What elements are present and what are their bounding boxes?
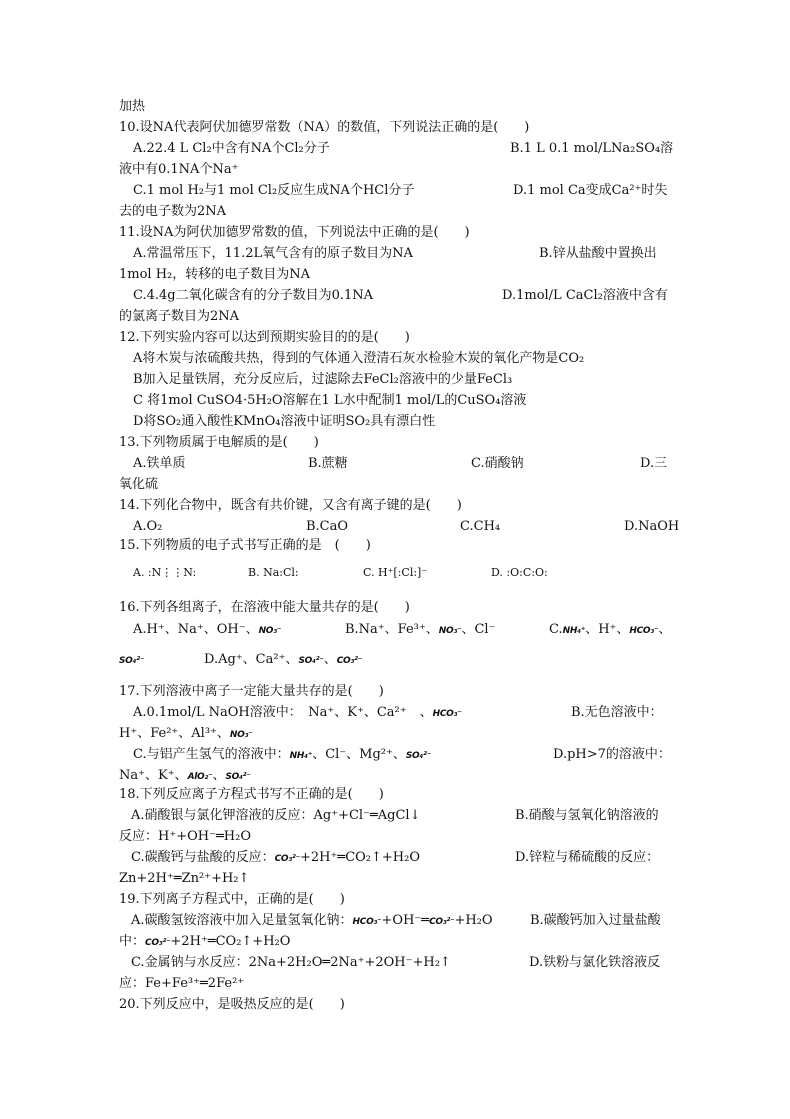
q13-option-d: D.三 bbox=[640, 456, 668, 471]
q14-option-c: C.CH₄ bbox=[460, 519, 501, 534]
question-16-stem: 16.下列各组离子，在溶液中能大量共存的是( ) bbox=[119, 600, 410, 615]
q11-option-b-cont: 1mol H₂，转移的电子数目为NA bbox=[119, 267, 311, 282]
q17-option-b-cont bbox=[119, 726, 253, 743]
q10-option-b-cont: 液中有0.1NA个Na⁺ bbox=[119, 162, 239, 177]
q17-c-ion2: SO₄²⁻ bbox=[405, 751, 432, 761]
question-13-stem: 13.下列物质属于电解质的是( ) bbox=[119, 435, 319, 450]
q17-b-ion: NO₃⁻ bbox=[229, 730, 253, 740]
q16-c-ion2: HCO₃⁻ bbox=[629, 626, 659, 636]
q16-b-ion: NO₃⁻ bbox=[438, 626, 462, 636]
q19-a-ion1: HCO₃⁻ bbox=[352, 917, 382, 927]
q19-option-b-cont bbox=[119, 934, 290, 951]
q18-c-tail: +2H⁺═CO₂↑+H₂O bbox=[300, 850, 421, 865]
question-15-stem: 15.下列物质的电子式书写正确的是 ( ) bbox=[119, 538, 371, 553]
q19-option-d-cont: 应：Fe+Fe³⁺═2Fe²⁺ bbox=[119, 976, 245, 991]
q14-option-a: A.O₂ bbox=[133, 519, 163, 534]
q17-a-text: A.0.1mol/L NaOH溶液中： Na⁺、K⁺、Ca²⁺ 、 bbox=[133, 705, 433, 720]
q16-option-d bbox=[204, 652, 362, 669]
q16-c-ion1: NH₄⁺ bbox=[562, 626, 586, 636]
q16-c-tail: 、 bbox=[658, 622, 672, 637]
question-11-stem: 11.设NA为阿伏加德罗常数的值，下列说法中正确的是( ) bbox=[119, 225, 470, 240]
q18-option-a: A.硝酸银与氯化钾溶液的反应：Ag⁺+Cl⁻═AgCl↓ bbox=[131, 808, 421, 823]
question-17-stem: 17.下列溶液中离子一定能大量共存的是( ) bbox=[119, 684, 384, 699]
question-20-stem: 20.下列反应中，是吸热反应的是( ) bbox=[119, 997, 345, 1012]
q19-b-ion: CO₃²⁻ bbox=[145, 938, 171, 948]
q16-d-text: D.Ag⁺、Ca²⁺、 bbox=[204, 652, 299, 667]
q19-option-b: B.碳酸钙加入过量盐酸 bbox=[530, 913, 661, 928]
q16-d-ion2: CO₃²⁻ bbox=[336, 656, 363, 666]
q13-option-c: C.硝酸钠 bbox=[471, 456, 524, 471]
q10-option-d: D.1 mol Ca变成Ca²⁺时失 bbox=[513, 183, 668, 198]
q16-c-text: C. bbox=[549, 622, 563, 637]
text-line: 加热 bbox=[119, 99, 146, 114]
q17-option-a bbox=[133, 705, 462, 722]
q10-option-d-cont: 去的电子数为2NA bbox=[119, 204, 227, 219]
q17-c-ion1: NH₄⁺ bbox=[289, 751, 313, 761]
q17-option-b: B.无色溶液中： bbox=[571, 705, 663, 720]
q17-d-mid: 、 bbox=[212, 768, 226, 783]
q13-option-b: B.蔗糖 bbox=[308, 456, 348, 471]
q11-option-a: A.常温常压下，11.2L氧气含有的原子数目为NA bbox=[133, 246, 413, 261]
q12-option-c: C 将1mol CuSO4·5H₂O溶解在1 L水中配制1 mol/L的CuSO₄溶液 bbox=[133, 393, 527, 408]
q15-option-d: D. :O:C:O: bbox=[491, 566, 548, 579]
q17-c-mid: 、Cl⁻、Mg²⁺、 bbox=[312, 747, 406, 762]
q16-c-mid: 、H⁺、 bbox=[585, 622, 630, 637]
question-14-stem: 14.下列化合物中，既含有共价键，又含有离子键的是( ) bbox=[119, 498, 462, 513]
q17-b-text: H⁺、Fe²⁺、Al³⁺、 bbox=[119, 726, 230, 741]
q17-d-ion1: AlO₂⁻ bbox=[187, 772, 213, 782]
q18-c-ion: CO₃²⁻ bbox=[274, 854, 301, 864]
q17-d-ion2: SO₄²⁻ bbox=[225, 772, 251, 782]
q17-a-ion: HCO₃⁻ bbox=[432, 709, 462, 719]
question-18-stem: 18.下列反应离子方程式书写不正确的是( ) bbox=[119, 787, 384, 802]
q12-option-d: D将SO₂通入酸性KMnO₄溶液中证明SO₂具有漂白性 bbox=[133, 414, 436, 429]
q12-option-b: B加入足量铁屑，充分反应后，过滤除去FeCl₂溶液中的少量FeCl₃ bbox=[133, 372, 513, 387]
q13-option-a: A.铁单质 bbox=[133, 456, 186, 471]
q19-option-a bbox=[131, 913, 493, 930]
q16-option-b bbox=[345, 622, 495, 639]
q19-a-tail: +H₂O bbox=[454, 913, 493, 928]
q16-d-ion1: SO₄²⁻ bbox=[298, 656, 324, 666]
question-10-stem: 10.设NA代表阿伏加德罗常数（NA）的数值，下列说法正确的是( ) bbox=[119, 120, 530, 135]
q18-option-c bbox=[131, 850, 420, 867]
q19-option-c: C.金属钠与水反应：2Na+2H₂O═2Na⁺+2OH⁻+H₂↑ bbox=[131, 955, 451, 970]
q17-c-text: C.与铝产生氢气的溶液中： bbox=[133, 747, 290, 762]
q10-option-b: B.1 L 0.1 mol/LNa₂SO₄溶 bbox=[510, 141, 674, 156]
q18-option-d: D.锌粒与稀硫酸的反应： bbox=[515, 850, 660, 865]
q16-b-text: B.Na⁺、Fe³⁺、 bbox=[345, 622, 439, 637]
q14-option-d: D.NaOH bbox=[624, 519, 680, 534]
q10-option-c: C.1 mol H₂与1 mol Cl₂反应生成NA个HCl分子 bbox=[133, 183, 415, 198]
q19-a-mid: +OH⁻═ bbox=[381, 913, 430, 928]
q19-option-d: D.铁粉与氯化铁溶液反 bbox=[529, 955, 661, 970]
q18-option-b: B.硝酸与氢氧化钠溶液的 bbox=[515, 808, 659, 823]
q19-a-text: A.碳酸氢铵溶液中加入足量氢氧化钠： bbox=[131, 913, 353, 928]
q10-option-a: A.22.4 L Cl₂中含有NA个Cl₂分子 bbox=[133, 141, 330, 156]
q12-option-a: A将木炭与浓硫酸共热，得到的气体通入澄清石灰水检验木炭的氧化产物是CO₂ bbox=[133, 351, 585, 366]
q19-b-tail: +2H⁺═CO₂↑+H₂O bbox=[170, 934, 291, 949]
q16-b-tail: 、Cl⁻ bbox=[461, 622, 496, 637]
q16-option-a bbox=[133, 622, 281, 639]
q17-option-d: D.pH>7的溶液中： bbox=[553, 747, 671, 762]
q18-option-b-cont: 反应：H⁺+OH⁻═H₂O bbox=[119, 829, 251, 844]
q15-option-b: B. Na:Cl: bbox=[248, 566, 299, 579]
q11-option-d: D.1mol/L CaCl₂溶液中含有 bbox=[502, 288, 668, 303]
question-12-stem: 12.下列实验内容可以达到预期实验目的的是( ) bbox=[119, 330, 410, 345]
q17-option-d-cont bbox=[119, 768, 251, 785]
question-19-stem: 19.下列离子方程式中，正确的是( ) bbox=[119, 892, 345, 907]
q16-a-text: A.H⁺、Na⁺、OH⁻、 bbox=[133, 622, 259, 637]
q15-option-c: C. H⁺[:Cl:]⁻ bbox=[363, 566, 428, 579]
q18-c-text: C.碳酸钙与盐酸的反应： bbox=[131, 850, 275, 865]
q11-option-c: C.4.4g二氧化碳含有的分子数目为0.1NA bbox=[133, 288, 374, 303]
q13-option-d-cont: 氧化硫 bbox=[119, 477, 159, 492]
q19-a-ion2: CO₃²⁻ bbox=[429, 917, 455, 927]
q16-a-ion: NO₃⁻ bbox=[258, 626, 282, 636]
q16-d-mid: 、 bbox=[323, 652, 337, 667]
q11-option-d-cont: 的氯离子数目为2NA bbox=[119, 309, 240, 324]
q17-option-c bbox=[133, 747, 431, 764]
q11-option-b: B.锌从盐酸中置换出 bbox=[539, 246, 657, 261]
q18-option-d-cont: Zn+2H⁺═Zn²⁺+H₂↑ bbox=[119, 871, 250, 886]
q19-b-text: 中： bbox=[119, 934, 146, 949]
q17-d-text: Na⁺、K⁺、 bbox=[119, 768, 188, 783]
q16-c-ion3: SO₄²⁻ bbox=[119, 656, 145, 666]
q14-option-b: B.CaO bbox=[306, 519, 349, 534]
q16-option-c-cont bbox=[119, 652, 144, 669]
q16-option-c bbox=[549, 622, 671, 639]
q15-option-a: A. :N⋮⋮N: bbox=[133, 566, 197, 579]
